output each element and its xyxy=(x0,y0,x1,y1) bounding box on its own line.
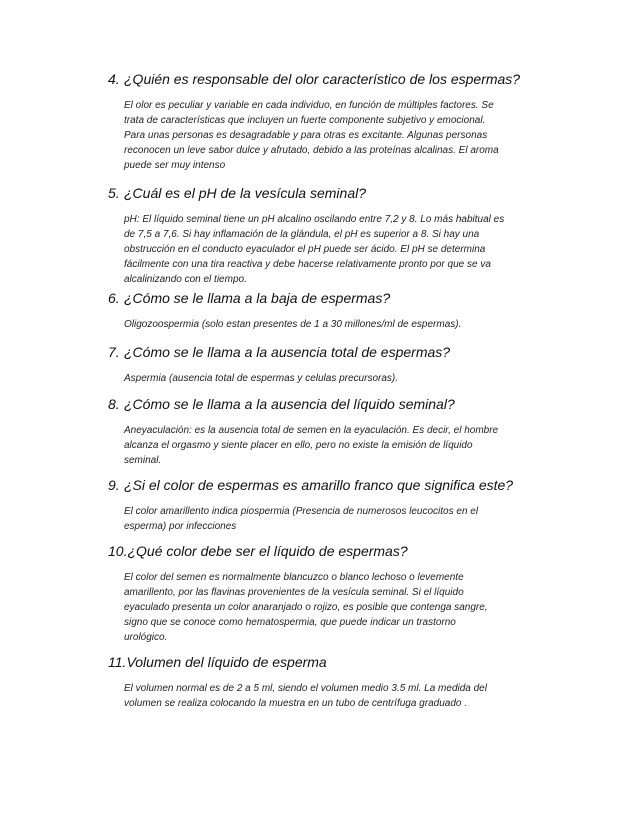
question-text: ¿Si el color de espermas es amarillo franco que significa este? xyxy=(124,477,514,493)
answer-line: de 7,5 a 7,6. Si hay inflamación de la glándula, el pH es superior a 8. Si hay una xyxy=(124,228,480,240)
answer-text xyxy=(124,317,578,332)
question-item-8 xyxy=(108,394,578,468)
question-item-9 xyxy=(108,475,578,534)
question-text: Volumen del líquido de esperma xyxy=(126,654,327,670)
answer-line: esperma) por infecciones xyxy=(124,520,237,532)
question-text: ¿Cuál es el pH de la vesícula seminal? xyxy=(124,185,367,201)
answer-line: Aspermia (ausencia total de espermas y celulas precursoras). xyxy=(124,372,399,384)
question-item-11 xyxy=(108,652,578,711)
answer-text xyxy=(124,570,578,645)
answer-text xyxy=(124,98,578,173)
answer-line: obstrucción en el conducto eyaculador el pH puede ser ácido. El pH se determina xyxy=(124,243,486,255)
answer-line: urológico. xyxy=(124,631,168,643)
answer-line: alcanza el orgasmo y siente placer en ello, pero no existe la emisión de líquido xyxy=(124,439,473,451)
answer-line: seminal. xyxy=(124,454,162,466)
answer-line: puede ser muy intenso xyxy=(124,159,226,171)
answer-line: El volumen normal es de 2 a 5 ml, siendo el volumen medio 3.5 ml. La medida del xyxy=(124,682,487,694)
question-heading xyxy=(108,475,578,495)
answer-line: pH: El líquido seminal tiene un pH alcalino oscilando entre 7,2 y 8. Lo más habitual es xyxy=(124,213,505,225)
question-number: 5. xyxy=(108,185,120,201)
answer-line: eyaculado presenta un color anaranjado o rojizo, es posible que contenga sangre, xyxy=(124,601,488,613)
question-text: ¿Quién es responsable del olor característico de los espermas? xyxy=(124,71,521,87)
answer-line: fácilmente con una tira reactiva y debe hacerse relativamente pronto por que se va xyxy=(124,258,491,270)
question-number: 11. xyxy=(108,654,127,670)
answer-text xyxy=(124,681,578,711)
question-text: ¿Cómo se le llama a la ausencia total de espermas? xyxy=(124,344,451,360)
answer-text xyxy=(124,371,578,386)
answer-line: Aneyaculación: es la ausencia total de semen en la eyaculación. Es decir, el hombre xyxy=(124,424,499,436)
question-heading xyxy=(108,183,578,203)
answer-line: Oligozoospermia (solo estan presentes de 1 a 30 millones/ml de espermas). xyxy=(124,318,462,330)
question-number: 9. xyxy=(108,477,120,493)
question-item-6 xyxy=(108,288,578,332)
question-heading xyxy=(108,342,578,362)
question-text: ¿Cómo se le llama a la ausencia del líquido seminal? xyxy=(124,396,455,412)
question-number: 10. xyxy=(108,543,128,559)
question-number: 4. xyxy=(108,71,120,87)
answer-line: signo que se conoce como hematospermia, que puede indicar un trastorno xyxy=(124,616,456,628)
answer-text xyxy=(124,504,578,534)
answer-line: El color amarillento indica piospermia (Presencia de numerosos leucocitos en el xyxy=(124,505,479,517)
question-heading xyxy=(108,288,578,308)
answer-line: amarillento, por las flavinas provenientes de la vesícula seminal. Si el líquido xyxy=(124,586,464,598)
question-heading xyxy=(108,394,578,414)
answer-text xyxy=(124,423,578,468)
question-heading xyxy=(108,69,578,89)
answer-line: reconocen un leve sabor dulce y afrutado, debido a las proteínas alcalinas. El aroma xyxy=(124,144,499,156)
question-number: 7. xyxy=(108,344,120,360)
question-number: 6. xyxy=(108,290,120,306)
answer-line: alcalinizando con el tiempo. xyxy=(124,273,247,285)
answer-line: trata de características que incluyen un fuerte componente subjetivo y emocional. xyxy=(124,114,486,126)
answer-line: Para unas personas es desagradable y para otras es excitante. Algunas personas xyxy=(124,129,488,141)
answer-line: El olor es peculiar y variable en cada individuo, en función de múltiples factores. Se xyxy=(124,99,494,111)
question-item-5 xyxy=(108,183,578,287)
question-item-10 xyxy=(108,541,578,645)
question-heading xyxy=(108,652,578,672)
answer-line: volumen se realiza colocando la muestra en un tubo de centrífuga graduado . xyxy=(124,697,467,709)
question-heading xyxy=(108,541,578,561)
question-item-4 xyxy=(108,69,578,173)
answer-line: El color del semen es normalmente blancuzco o blanco lechoso o levemente xyxy=(124,571,464,583)
question-item-7 xyxy=(108,342,578,386)
answer-text xyxy=(124,212,578,287)
question-text: ¿Cómo se le llama a la baja de espermas? xyxy=(124,290,391,306)
question-text: ¿Qué color debe ser el líquido de espermas? xyxy=(127,543,408,559)
question-number: 8. xyxy=(108,396,120,412)
